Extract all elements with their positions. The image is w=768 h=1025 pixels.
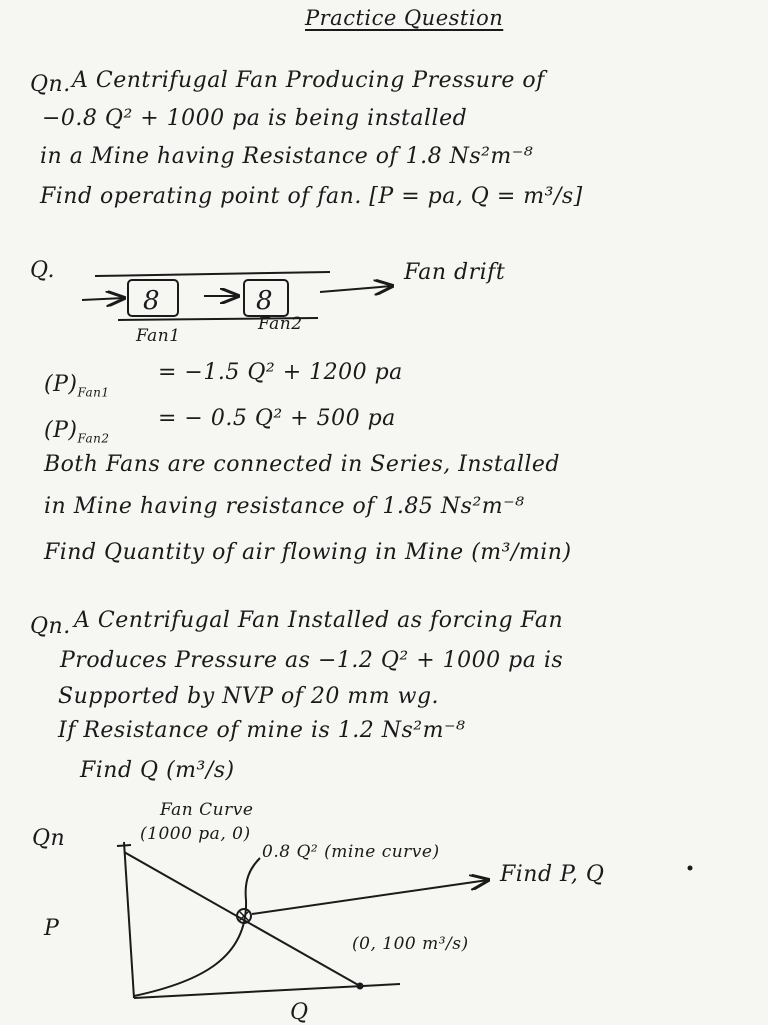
axis-q-label: Q xyxy=(290,1000,309,1025)
q2-line1: Both Fans are connected in Series, Installed xyxy=(44,452,561,477)
fan-drift-diagram xyxy=(82,272,392,320)
find-p-q-label: Find P, Q xyxy=(500,862,605,887)
q1-line3: in a Mine having Resistance of 1.8 Ns²m⁻⁸ xyxy=(40,144,534,169)
q3-line2: Produces Pressure as −1.2 Q² + 1000 pa is xyxy=(60,648,564,673)
p-axis-tick xyxy=(117,845,131,846)
q2-line3: Find Quantity of air flowing in Mine (m³/min) xyxy=(44,540,572,565)
drift-top-wall xyxy=(95,272,330,276)
outlet-arrow xyxy=(320,286,392,292)
q1-line1: A Centrifugal Fan Producing Pressure of xyxy=(72,68,545,93)
q1-label: Qn. xyxy=(30,72,71,97)
p-fan2-equation: = − 0.5 Q² + 500 pa xyxy=(158,406,396,431)
fan1-label: Fan1 xyxy=(136,326,181,346)
p-fan2-label: $(P)_{Fan2}$ xyxy=(44,418,110,446)
drift-bottom-wall xyxy=(118,318,318,320)
fan1-symbol: 8 xyxy=(143,286,160,316)
mine-curve-line xyxy=(134,858,260,996)
p-axis xyxy=(124,842,134,998)
point-top-label: (1000 pa, 0) xyxy=(140,824,251,844)
page-title: Practice Question xyxy=(305,6,504,30)
point-bottom-label: (0, 100 m³/s) xyxy=(352,934,469,954)
inlet-arrow xyxy=(82,298,124,300)
q4-label: Qn xyxy=(32,826,66,851)
fan2-label: Fan2 xyxy=(258,314,303,334)
p-fan1-equation: = −1.5 Q² + 1200 pa xyxy=(158,360,403,385)
q4-graph xyxy=(117,842,488,998)
fan2-symbol: 8 xyxy=(256,286,273,316)
q1-line4: Find operating point of fan. [P = pa, Q = m³/s] xyxy=(40,184,583,209)
q3-line5: Find Q (m³/s) xyxy=(80,758,235,783)
q3-line3: Supported by NVP of 20 mm wg. xyxy=(58,684,440,709)
fan-drift-label: Fan drift xyxy=(404,260,506,285)
find-arrow xyxy=(252,880,488,914)
intercept-point xyxy=(357,983,363,989)
q3-line1: A Centrifugal Fan Installed as forcing Fan xyxy=(74,608,564,633)
fan-curve-label: Fan Curve xyxy=(160,800,254,820)
q2-line2: in Mine having resistance of 1.85 Ns²m⁻⁸ xyxy=(44,494,525,519)
mine-curve-label: 0.8 Q² (mine curve) xyxy=(262,842,440,862)
q2-label: Q. xyxy=(30,258,55,283)
axis-p-label: P xyxy=(44,916,60,941)
trailing-dot xyxy=(688,866,693,871)
q3-line4: If Resistance of mine is 1.2 Ns²m⁻⁸ xyxy=(58,718,466,743)
q1-line2: −0.8 Q² + 1000 pa is being installed xyxy=(42,106,468,131)
p-fan1-label: $(P)_{Fan1}$ xyxy=(44,372,110,400)
q3-label: Qn. xyxy=(30,614,71,639)
